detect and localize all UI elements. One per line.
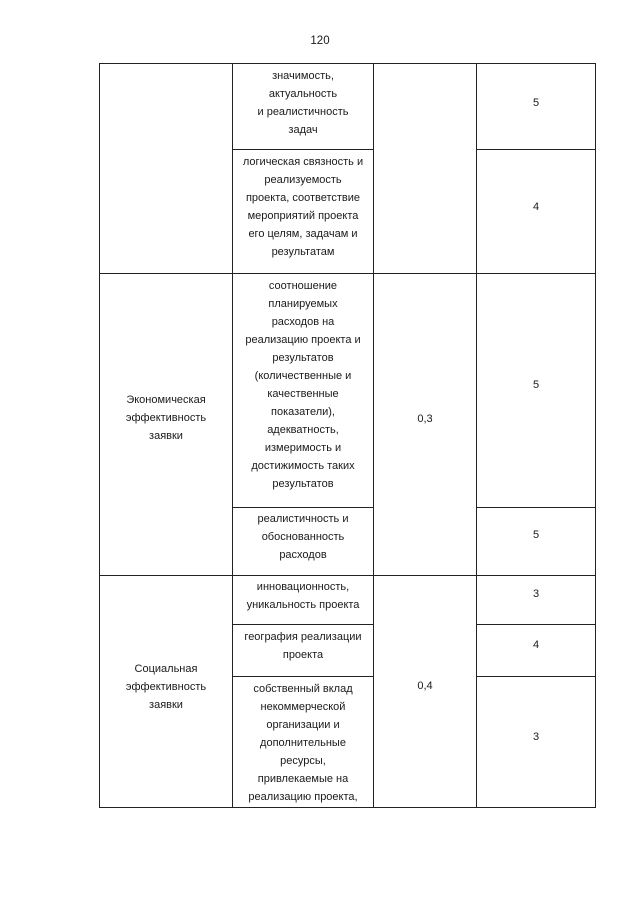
score-separator <box>476 676 596 677</box>
indicator-separator <box>232 507 374 508</box>
indicator-separator <box>232 149 374 150</box>
score-value: 3 <box>532 731 540 743</box>
row-separator <box>99 273 596 274</box>
indicator-separator <box>232 676 374 677</box>
indicator-text: логическая связность и реализуемость проекта, соответствие мероприятий проекта его целям, задачам и результатам <box>242 156 364 258</box>
indicator-text: инновационность, уникальность проекта <box>246 581 360 611</box>
weight-value: 0,3 <box>417 413 433 425</box>
score-separator <box>476 149 596 150</box>
score-value: 5 <box>532 529 540 541</box>
indicator-text: значимость, актуальность и реалистичность задач <box>257 70 349 136</box>
table-border-bottom <box>99 807 596 808</box>
page-number: 120 <box>310 35 330 47</box>
score-value: 5 <box>532 379 540 391</box>
weight-value: 0,4 <box>417 680 433 692</box>
column-separator <box>476 63 477 808</box>
indicator-text: реалистичность и обоснованность расходов <box>257 513 349 561</box>
row-separator <box>99 575 596 576</box>
indicator-separator <box>232 624 374 625</box>
score-separator <box>476 624 596 625</box>
indicator-text: соотношение планируемых расходов на реализацию проекта и результатов (количественные и качественные показатели), адекватность, измеримость и достижимость таких результатов <box>245 280 361 490</box>
score-separator <box>476 507 596 508</box>
indicator-text: собственный вклад некоммерческой организации и дополнительные ресурсы, привлекаемые на реализацию проекта, <box>248 683 358 803</box>
criterion-label: Экономическая эффективность заявки <box>125 394 207 442</box>
column-separator <box>373 63 374 808</box>
criterion-label: Социальная эффективность заявки <box>125 663 207 711</box>
score-value: 4 <box>532 639 540 651</box>
score-value: 4 <box>532 201 540 213</box>
indicator-text: география реализации проекта <box>244 631 362 661</box>
table-border-right <box>595 63 596 808</box>
score-value: 3 <box>532 588 540 600</box>
table-border-top <box>99 63 596 64</box>
score-value: 5 <box>532 97 540 109</box>
